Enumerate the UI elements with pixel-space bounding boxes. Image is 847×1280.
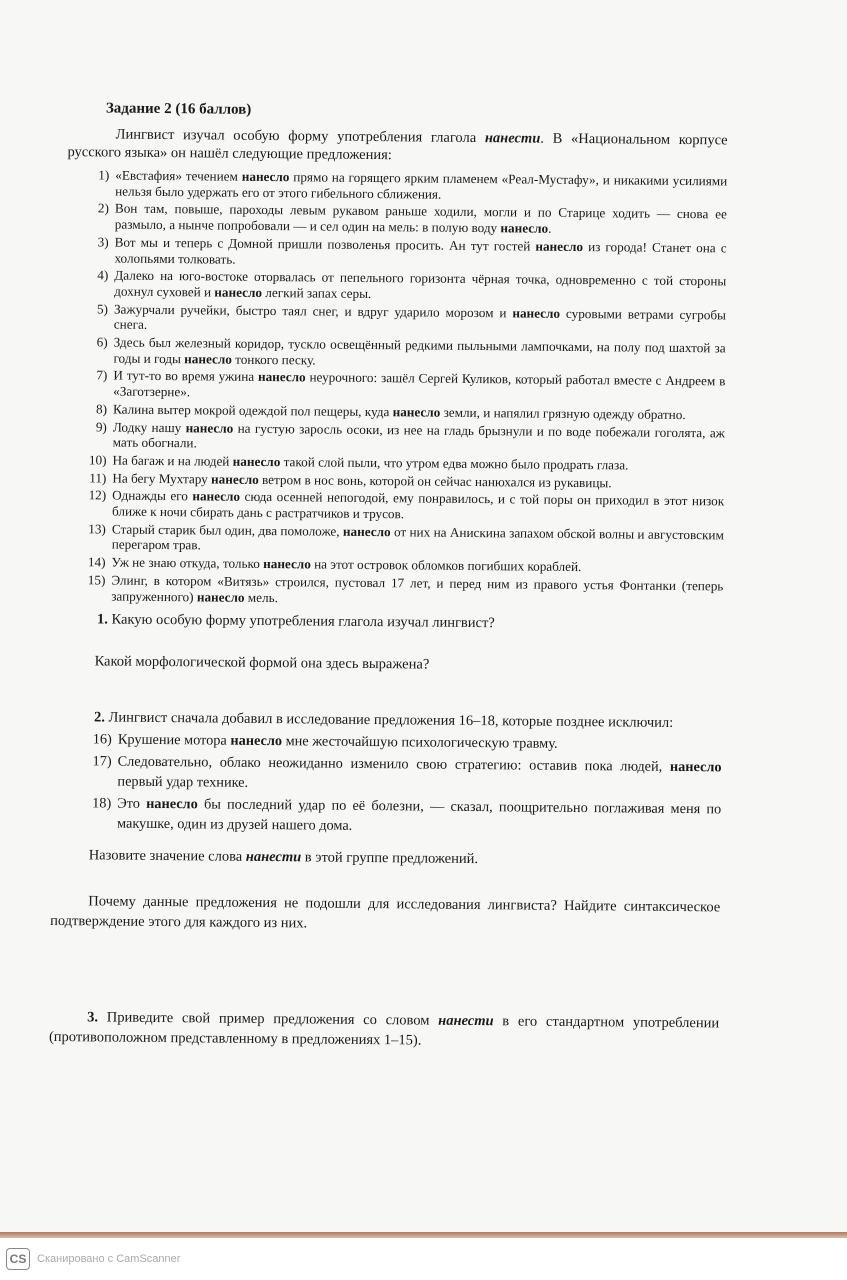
intro-verb: нанести [484,130,541,147]
sentence-number: 8) [95,401,108,417]
sentence-verb: нанесло [230,732,283,750]
sentence-verb: нанесло [669,759,722,776]
sentence-item [51,793,721,839]
sentence-text-after: от них на Анискина запахом обской волны и августовским перегаром трав. [111,523,724,553]
sentence-verb: нанесло [192,488,241,505]
sentence-number: 15) [87,572,106,588]
camscanner-text: Сканировано с CamScanner [37,1253,181,1265]
question-3 [49,1007,719,1053]
question-2-text: Лингвист сначала добавил в исследование предложения 16–18, которые позднее исключил: [108,709,674,732]
sentence-text-before: Вон там, повыше, пароходы левым рукавом раньше ходили, могли и по Старице ходить — снова ее размыло, а нынче попробовали — и сел один на мель: в полую воду [114,200,728,236]
question-3-text: Приведите свой пример предложения со словом [106,1009,439,1029]
sentence-text [113,419,725,456]
sentence-text-after: мель. [244,589,279,605]
sentence-text-after: на этот островок обломков погибших кораблей. [310,556,582,575]
sentence-verb: нанесло [185,419,234,436]
question-2-number: 2. [93,709,106,726]
question-3-number: 3. [87,1009,99,1026]
sentence-text-after: из города! Станет она с холопьями толковать. [114,238,727,267]
sentence-text [113,335,725,372]
meaning-verb: нанести [245,849,302,866]
page-edge [0,1232,847,1238]
sentence-text [117,752,721,798]
sentence-text-before: Зажурчали ручейки, быстро таял снег, и вдруг ударило морозом и [113,301,513,320]
sentence-text [113,368,725,405]
sentence-text [115,201,727,238]
sentence-number: 18) [92,795,112,812]
sentence-number: 1) [98,167,110,183]
sentence-number: 17) [92,753,112,770]
question-1 [97,610,723,636]
meaning-text: Назовите значение слова [88,847,246,866]
sentence-text-before: И тут-то во время ужина [113,367,259,385]
sentence-list-2 [51,729,722,839]
sentence-text-before: Старый старик был один, два помоложе, [111,521,344,539]
sentence-text-after: . [548,220,552,236]
sentence-item [51,751,721,797]
sentence-text-after: неурочного: зашёл Сергей Куликов, который работал вместе с Андреем в «Заготзерне». [113,369,726,400]
sentence-verb: нанесло [535,238,584,254]
sentence-text-after: ветром в нос вонь, которой он сейчас нанюхался из рукавицы. [258,471,612,490]
sentence-number: 11) [89,469,107,486]
sentence-number: 16) [92,731,112,748]
sentence-text [114,301,726,338]
sentence-text-before: На багаж и на людей [112,452,233,469]
sentence-item [56,234,726,272]
question-1-text: Какую особую форму употребления глагола изучал лингвист? [111,611,495,632]
sentence-text [115,168,727,205]
intro-text-end: . В «Национальном корпусе русского языка» он нашёл следующие предложения: [67,130,728,164]
sentence-item [55,367,725,405]
sentence-verb: нанесло [392,404,441,420]
sentence-text [114,268,726,305]
sentence-verb: нанесло [214,284,263,300]
sentence-number: 6) [96,334,108,350]
question-3-verb: нанести [438,1012,494,1030]
task-title: Задание 2 (16 баллов) [105,100,252,118]
question-1-followup: Какой морфологической формой она здесь выражена? [94,653,430,673]
sentence-verb: нанесло [263,556,311,572]
sentence-item [57,167,727,205]
sentence-text [112,521,724,558]
question-1-number: 1. [96,611,108,628]
sentence-verb: нанесло [184,350,232,367]
sentence-text-before: Элинг, в котором «Витязь» строился, пустовал 17 лет, и перед ним из правого устья Фонтанки (теперь запруженного) [111,572,724,604]
sentence-verb: нанесло [257,369,306,385]
sentence-text-before: Это [117,795,147,813]
sentence-text-after: такой слой пыли, что утром едва можно было продрать глаза. [280,454,629,473]
sentence-text-before: Уж не знаю откуда, только [111,554,264,572]
question-2-why: Почему данные предложения не подошли для исследования лингвиста? Найдите синтаксическое подтверждение этого для каждого из них. [50,893,721,932]
sentence-text [114,234,726,271]
sentence-text [111,572,723,609]
intro-text: Лингвист изучал особую форму употребления глагола [115,126,485,147]
sentence-text-before: Далеко на юго-востоке оторвалась от пепельного горизонта чёрная точка, одновременно с той стороны дохнул суховей и [114,267,727,300]
task-intro [67,125,727,167]
question-3-text-end: в его стандартном употреблении (противоположном представленному в предложениях 1–15). [48,1013,720,1049]
sentence-text-before: Крушение мотора [117,731,231,749]
scanner-watermark [6,1248,180,1270]
sentence-text-after: прямо на горящего ярким пламенем «Реал-Мустафу», и никакими усилиями нельзя было удержать его от этого гибельного сближения. [115,169,728,202]
sentence-verb: нанесло [500,220,549,236]
sentence-text-after: первый удар технике. [117,773,249,792]
sentence-list [53,167,727,610]
sentence-text-after: земли, и напялил грязную одежду обратно. [440,404,686,422]
sentence-item [55,334,725,372]
sentence-number: 14) [87,554,106,570]
sentence-text-after: бы последний удар по её болезни, — сказал, поощрительно поглаживая меня по макушке, один из друзей нашего дома. [116,796,722,835]
sentence-text-before: Однажды его [112,487,193,504]
sentence-verb: нанесло [512,304,561,321]
meaning-text-end: в этой группе предложений. [301,849,479,868]
sentence-number: 7) [96,367,108,383]
document-content [49,100,728,1054]
sentence-number: 5) [96,301,109,317]
sentence-text [112,488,724,525]
sentence-verb: нанесло [146,796,198,813]
sentence-verb: нанесло [342,523,391,539]
sentence-text-after: тонкого песку. [231,351,316,368]
sentence-verb: нанесло [241,168,290,185]
sentence-number: 3) [97,234,109,250]
sentence-item [56,267,726,305]
sentence-item [53,572,723,610]
sentence-number: 2) [97,200,110,216]
sentence-text-before: «Евстафия» течением [115,167,242,184]
sentence-text-after: суровыми ветрами сугробы снега. [113,305,727,333]
sentence-text-after: мне жесточайшую психологическую травму. [281,733,558,753]
sentence-text-after: сюда осенней непогодой, ему понравилось, и с той поры он приходил в этот низок ближе к ночи сбирать дань с растратчиков и трусов. [111,489,725,522]
sentence-number: 12) [88,487,107,503]
sentence-item [56,301,726,339]
sentence-text-before: На бегу Мухтару [112,470,212,487]
sentence-item [54,521,724,559]
sentence-item [55,419,725,457]
sentence-item [54,487,724,525]
sentence-text-before: Вот мы и теперь с Домной пришли позволенья просить. Ан тут гостей [114,234,536,254]
sentence-item [57,200,727,238]
sentence-text-after: на густую заросль осоки, из нее на гладь брызнули и по воде побежали гоголята, аж мать обогнали. [112,420,725,451]
question-2-meaning [89,846,721,872]
sentence-verb: нанесло [211,471,259,487]
sentence-text-before: Следовательно, облако неожиданно изменило свою стратегию: оставив пока людей, [117,753,671,776]
sentence-text-before: Лодку нашу [112,419,186,435]
sentence-number: 13) [88,521,106,537]
sentence-text-before: Калина вытер мокрой одеждой пол пещеры, куда [112,401,393,420]
sentence-text [117,794,721,840]
sentence-verb: нанесло [196,588,245,605]
sentence-number: 9) [95,418,107,435]
sentence-verb: нанесло [232,453,281,470]
sentence-number: 10) [88,452,107,468]
sentence-text-before: Здесь был железный коридор, тускло освещённый редкими пыльными лампочками, на полу под шахтой за годы и годы [113,334,726,366]
sentence-number: 4) [97,267,109,283]
sentence-text-after: легкий запах серы. [261,284,372,301]
camscanner-logo-icon: CS [6,1248,30,1270]
